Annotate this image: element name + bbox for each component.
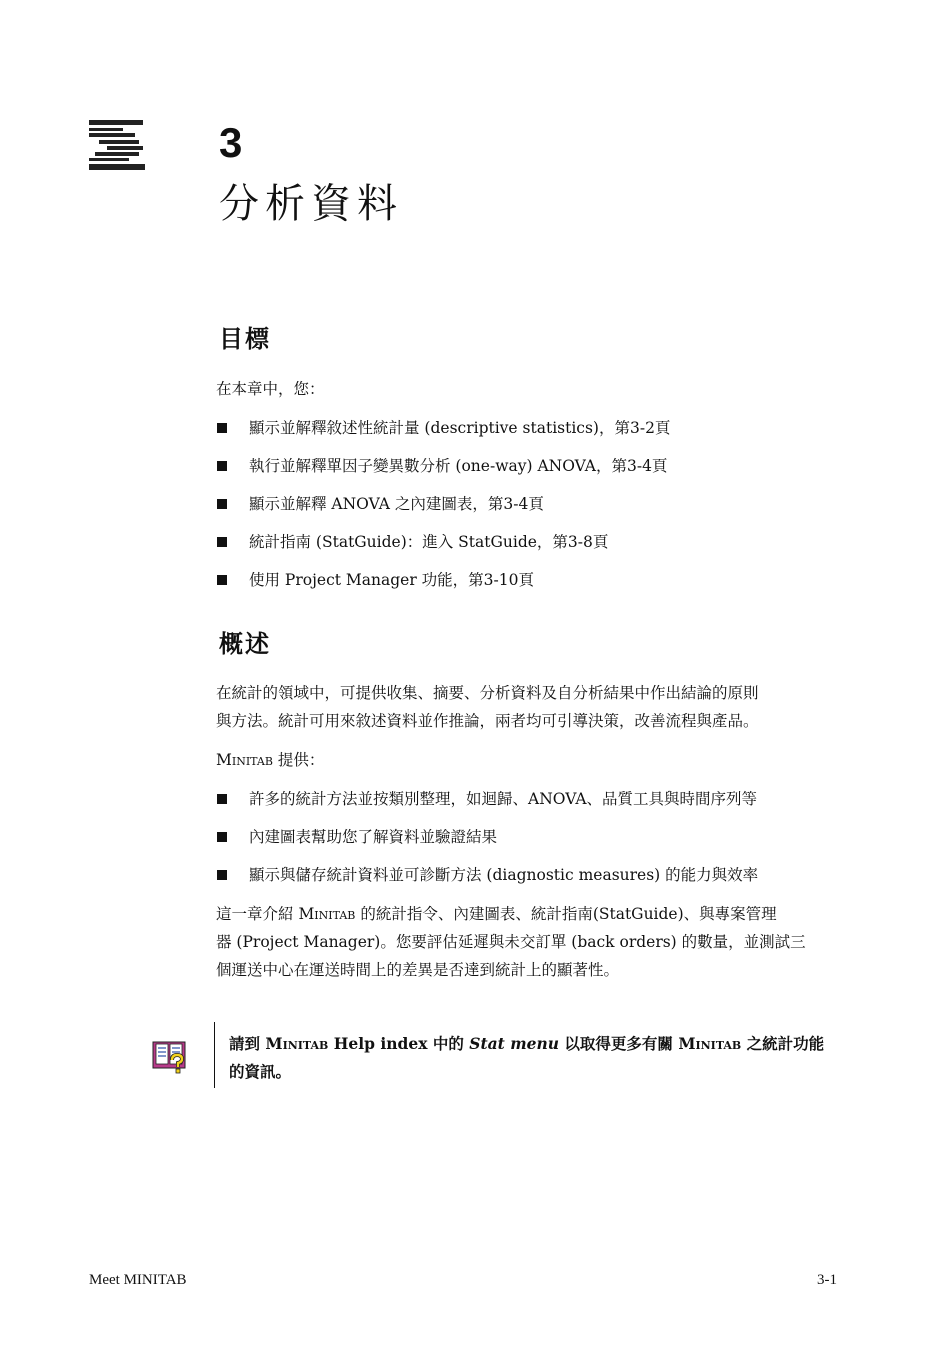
bullet-square-icon — [217, 870, 227, 880]
bullet-square-icon — [217, 575, 227, 585]
overview-paragraph: 在統計的領域中，可提供收集、摘要、分析資料及自分析結果中作出結論的原則 與方法。統計可用來敘述資料並作推論，兩者均可引導決策，改善流程與產品。 — [216, 684, 759, 730]
bullet-square-icon — [217, 537, 227, 547]
overview-list — [216, 785, 846, 899]
help-book-icon — [152, 1038, 188, 1078]
bullet-square-icon — [217, 832, 227, 842]
help-note-divider — [214, 1022, 215, 1088]
help-note: 請到 Minitab Help index 中的 Stat menu 以取得更多有關 Minitab 之統計功能 的資訊。 — [229, 1034, 825, 1081]
footer-book-title: Meet MINITAB — [89, 1272, 187, 1288]
overview-heading: 概述 — [219, 630, 271, 658]
bullet-square-icon — [217, 794, 227, 804]
list-item: 顯示與儲存統計資料並可診斷方法 (diagnostic measures) 的能力與效率 — [216, 861, 846, 899]
bullet-square-icon — [217, 423, 227, 433]
chapter-title: 分析資料 — [219, 181, 403, 227]
list-item: 許多的統計方法並按類別整理，如迴歸、ANOVA、品質工具與時間序列等 — [216, 785, 846, 823]
list-item: 顯示並解釋敘述性統計量 (descriptive statistics)，第3-2頁 — [216, 414, 846, 452]
bullet-square-icon — [217, 461, 227, 471]
objectives-intro: 在本章中，您： — [216, 380, 325, 398]
objectives-heading: 目標 — [219, 325, 271, 353]
overview-provides: Minitab 提供： — [216, 751, 325, 769]
chapter-sigma-icon — [89, 120, 145, 172]
bullet-square-icon — [217, 499, 227, 509]
footer-page-number: 3-1 — [817, 1272, 837, 1288]
list-item: 執行並解釋單因子變異數分析 (one-way) ANOVA，第3-4頁 — [216, 452, 846, 490]
objectives-list — [216, 414, 846, 604]
chapter-number: 3 — [219, 119, 243, 166]
chapter-intro-paragraph: 這一章介紹 Minitab 的統計指令、內建圖表、統計指南(StatGuide)、與專案管理 器 (Project Manager)。您要評估延遲與未交訂單 (back orders) 的數量，並測試三 個運送中心在運送時間上的差異是否達到統計上的顯著性。 — [216, 905, 806, 979]
list-item: 顯示並解釋 ANOVA 之內建圖表，第3-4頁 — [216, 490, 846, 528]
list-item: 統計指南 (StatGuide)：進入 StatGuide，第3-8頁 — [216, 528, 846, 566]
list-item: 使用 Project Manager 功能，第3-10頁 — [216, 566, 846, 604]
list-item: 內建圖表幫助您了解資料並驗證結果 — [216, 823, 846, 861]
